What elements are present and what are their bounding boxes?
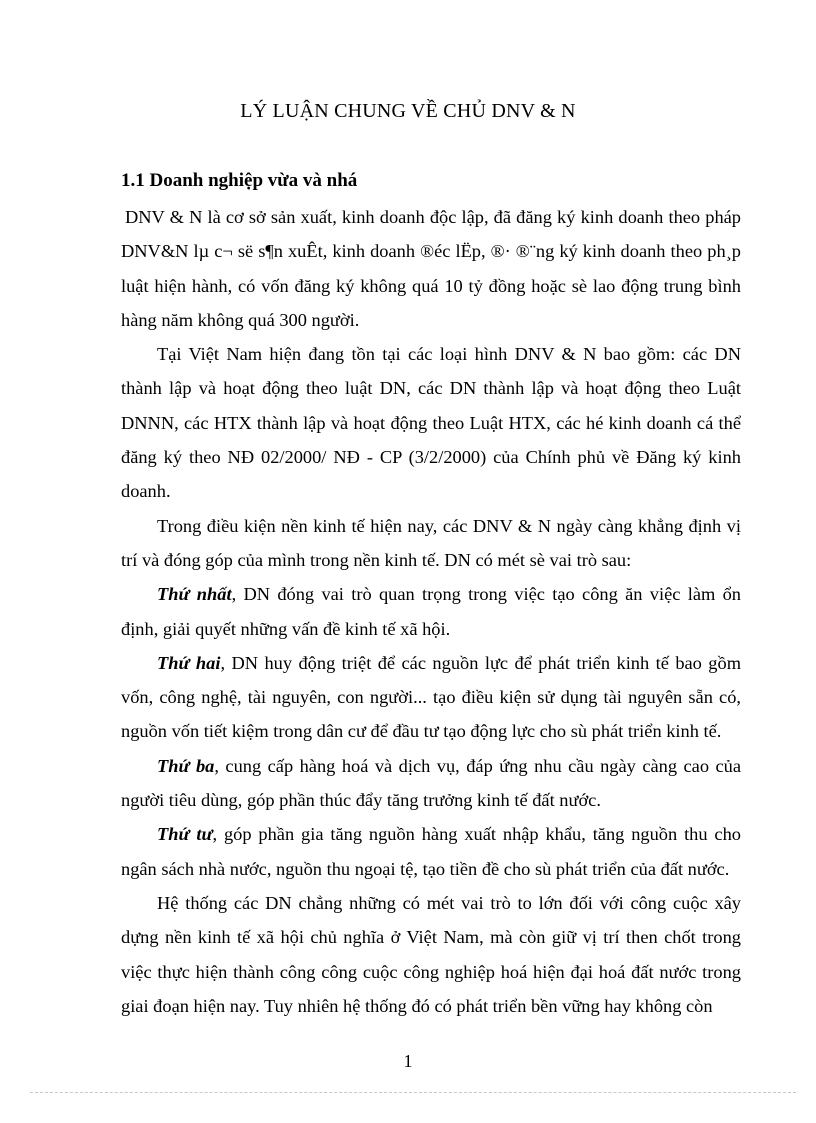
section-title: Doanh nghiệp vừa và nhá — [149, 170, 358, 191]
paragraph-text: , góp phần gia tăng nguồn hàng xuất nhập khẩu, tăng nguồn thu cho ngân sách nhà nước, nguồn thu ngoại tệ, tạo tiền đề cho sù phát triển của đất nước. — [121, 824, 741, 879]
paragraph-text: Tại Việt Nam hiện đang tồn tại các loại hình DNV & N bao gồm: các DN thành lập và hoạt động theo luật DN, các DN thành lập và hoạt động theo Luật DNNN, các HTX thành lập và hoạt động theo Luật HTX, các hé kinh doanh cá thể đăng ký theo NĐ 02/2000/ NĐ - CP (3/2/2000) của Chính phủ về Đăng ký kinh doanh. — [121, 344, 741, 502]
document-body — [121, 200, 741, 1023]
paragraph — [121, 337, 741, 508]
document-title: LÝ LUẬN CHUNG VỀ CHỦ DNV & N — [240, 100, 576, 122]
paragraph — [121, 646, 741, 749]
paragraph — [121, 886, 741, 1023]
paragraph — [121, 509, 741, 578]
paragraph-text: , DN đóng vai trò quan trọng trong việc tạo công ăn việc làm ổn định, giải quyết những vấn đề kinh tế xã hội. — [121, 584, 741, 639]
page-bottom-divider — [30, 1092, 796, 1093]
page-number: 1 — [403, 1051, 413, 1071]
paragraph — [121, 577, 741, 646]
paragraph-text: Trong điều kiện nền kinh tế hiện nay, các DNV & N ngày càng khẳng định vị trí và đóng góp của mình trong nền kinh tế. DN có mét sè vai trò sau: — [121, 515, 741, 570]
paragraph-lead: Thứ nhất — [157, 584, 232, 605]
paragraph-text: DNV & N là cơ sở sản xuất, kinh doanh độc lập, đã đăng ký kinh doanh theo pháp DNV&N lµ c¬ së s¶n xuÊt, kinh doanh ®éc lËp, ®· ®¨ng ký kinh doanh theo ph¸p luật hiện hành, có vốn đăng ký không quá 10 tỷ đồng hoặc sè lao động trung bình hàng năm không quá 300 người. — [121, 207, 741, 330]
paragraph-text: , DN huy động triệt để các nguồn lực để phát triển kinh tế bao gồm vốn, công nghệ, tài nguyên, con người... tạo điều kiện sử dụng tài nguyên sẵn có, nguồn vốn tiết kiệm trong dân cư để đầu tư tạo động lực cho sù phát triển kinh tế. — [121, 652, 741, 742]
paragraph-lead: Thứ ba — [157, 755, 215, 776]
paragraph — [121, 749, 741, 818]
section-number: 1.1 — [121, 170, 145, 191]
paragraph-text: , cung cấp hàng hoá và dịch vụ, đáp ứng nhu cầu ngày càng cao của người tiêu dùng, góp phần thúc đẩy tăng trưởng kinh tế đất nước. — [121, 755, 742, 811]
paragraph — [121, 817, 741, 886]
section-heading — [121, 170, 357, 192]
paragraph-lead: Thứ tư — [157, 824, 213, 845]
paragraph — [121, 200, 741, 337]
paragraph-text: Hệ thống các DN chẳng những có mét vai trò to lớn đối với công cuộc xây dựng nền kinh tế xã hội chủ nghĩa ở Việt Nam, mà còn giữ vị trí then chốt trong việc thực hiện thành công công cuộc công nghiệp hoá hiện đại hoá đất nước trong giai đoạn hiện nay. Tuy nhiên hệ thống đó có phát triển bền vững hay không còn — [121, 892, 741, 1016]
paragraph-lead: Thứ hai — [157, 652, 221, 673]
